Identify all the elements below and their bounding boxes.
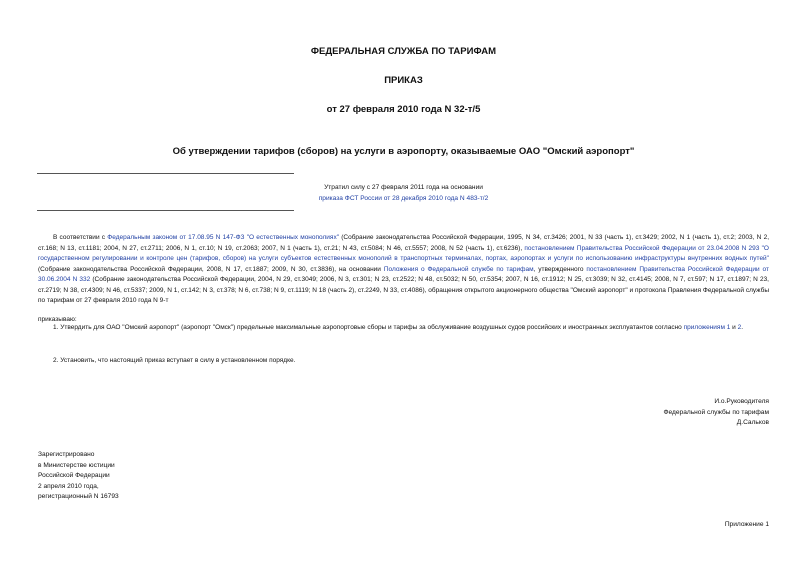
repeal-order-link[interactable]: приказа ФСТ России от 28 декабря 2010 года N 483-т/2 [318, 195, 489, 202]
preamble-text-2: (Собрание законодательства Российской Федерации, 1995, N 34, ст.3426; 2001, N 33 (часть 1), ст.3429; 2002, N 1 (часть 1), ст.2; 2003, N 2, ст.168; N 13, ст.1181; 2004, N 27, ст.2711; 2006, N 1, ст.10; N 19, ст.2063; 2007, N 1 (часть 1), ст.21; N 43, ст.5084; N 46, ст.5557; 2008, N 52 (часть 1), ст.6236), [38, 234, 770, 252]
agency-heading: ФЕДЕРАЛЬНАЯ СЛУЖБА ПО ТАРИФАМ [310, 46, 497, 57]
preamble-text-3: (Собрание законодательства Российской Федерации, 2008, N 17, ст.1887; 2009, N 30, ст.3836), на основании [38, 265, 384, 273]
preamble-paragraph [38, 233, 769, 307]
government-decree-293-link[interactable]: постановлением Правительства Российской Федерации от 23.04.2008 N 293 "О государственном регулировании и контроле цен (тарифов, сборов) на услуги субъектов естественных монополий в транспортных терминалах, портах, аэропортах и услуги по использованию инфраструктуры внутренних водных путей" [38, 244, 769, 262]
order-item-1-and: и [730, 324, 738, 331]
registration-line-1: Зарегистрировано [38, 451, 95, 458]
order-word: приказываю: [38, 316, 77, 323]
signature-block [664, 397, 770, 429]
signature-name: Д.Сальков [736, 419, 769, 426]
divider-bottom [37, 210, 294, 211]
preamble-text-5: (Собрание законодательства Российской Федерации, 2004, N 29, ст.3049; 2006, N 3, ст.301; N 23, ст.2522; N 48, ст.5032; N 50, ст.5354; 2007, N 16, ст.1912; N 25, ст.3039; N 32, ст.4145; 2008, N 7, ст.597; N 17, ст.1897; N 23, ст.2719; N 38, ст.4309; N 46, ст.5337; 2009, N 1, ст.142; N 3, ст.378; N 6, ст.738; N 9, ст.1119; N 18 (часть 2), ст.2249, N 33, ст.4086), обращения открытого акционерного общества "Омский аэропорт" и протокола Правления Федеральной службы по тарифам от 27 февраля 2010 года N 9-т [38, 276, 769, 304]
signature-organization: Федеральной службы по тарифам [663, 408, 769, 416]
document-date-number: от 27 февраля 2010 года N 32-т/5 [326, 104, 481, 115]
registration-line-2: в Министерстве юстиции [38, 461, 115, 469]
appendix-label: Приложение 1 [724, 521, 769, 528]
order-item-1-end: . [741, 324, 744, 331]
registration-line-4: 2 апреля 2010 года, [38, 482, 99, 490]
order-item-2: 2. Установить, что настоящий приказ вступает в силу в установленном порядке. [53, 357, 296, 364]
appendix-1-link[interactable]: приложениям 1 [683, 324, 731, 331]
divider-top [37, 173, 294, 174]
registration-line-5: регистрационный N 16793 [38, 493, 119, 500]
fst-regulation-link[interactable]: Положения о Федеральной службе по тарифам [383, 265, 534, 273]
government-decree-332-link[interactable]: постановлением Правительства Российской Федерации от 30.06.2004 N 332 [38, 265, 769, 283]
order-item-1 [38, 323, 769, 334]
status-note: Утратил силу с 27 февраля 2011 года на основании [324, 184, 483, 191]
preamble-text-4: , утвержденного [533, 265, 587, 273]
signature-position: И.о.Руководителя [714, 398, 769, 405]
preamble-text-1: В соответствии с [53, 234, 108, 241]
registration-line-3: Российской Федерации [38, 472, 110, 479]
appendix-2-link[interactable]: 2 [737, 324, 742, 331]
status-note-link-line [0, 195, 807, 202]
document-title: Об утверждении тарифов (сборов) на услуги в аэропорту, оказываемые ОАО "Омский аэропорт" [172, 146, 635, 157]
registration-block [38, 450, 119, 503]
federal-law-link[interactable]: Федеральным законом от 17.08.95 N 147-ФЗ "О естественных монополиях" [107, 234, 340, 241]
order-item-1-text: 1. Утвердить для ОАО "Омский аэропорт" (аэропорт "Омск") предельные максимальные аэропортовые сборы и тарифы за обслуживание воздушных судов российских и иностранных эксплуатантов согласно [53, 324, 684, 331]
document-type-heading: ПРИКАЗ [384, 75, 423, 86]
